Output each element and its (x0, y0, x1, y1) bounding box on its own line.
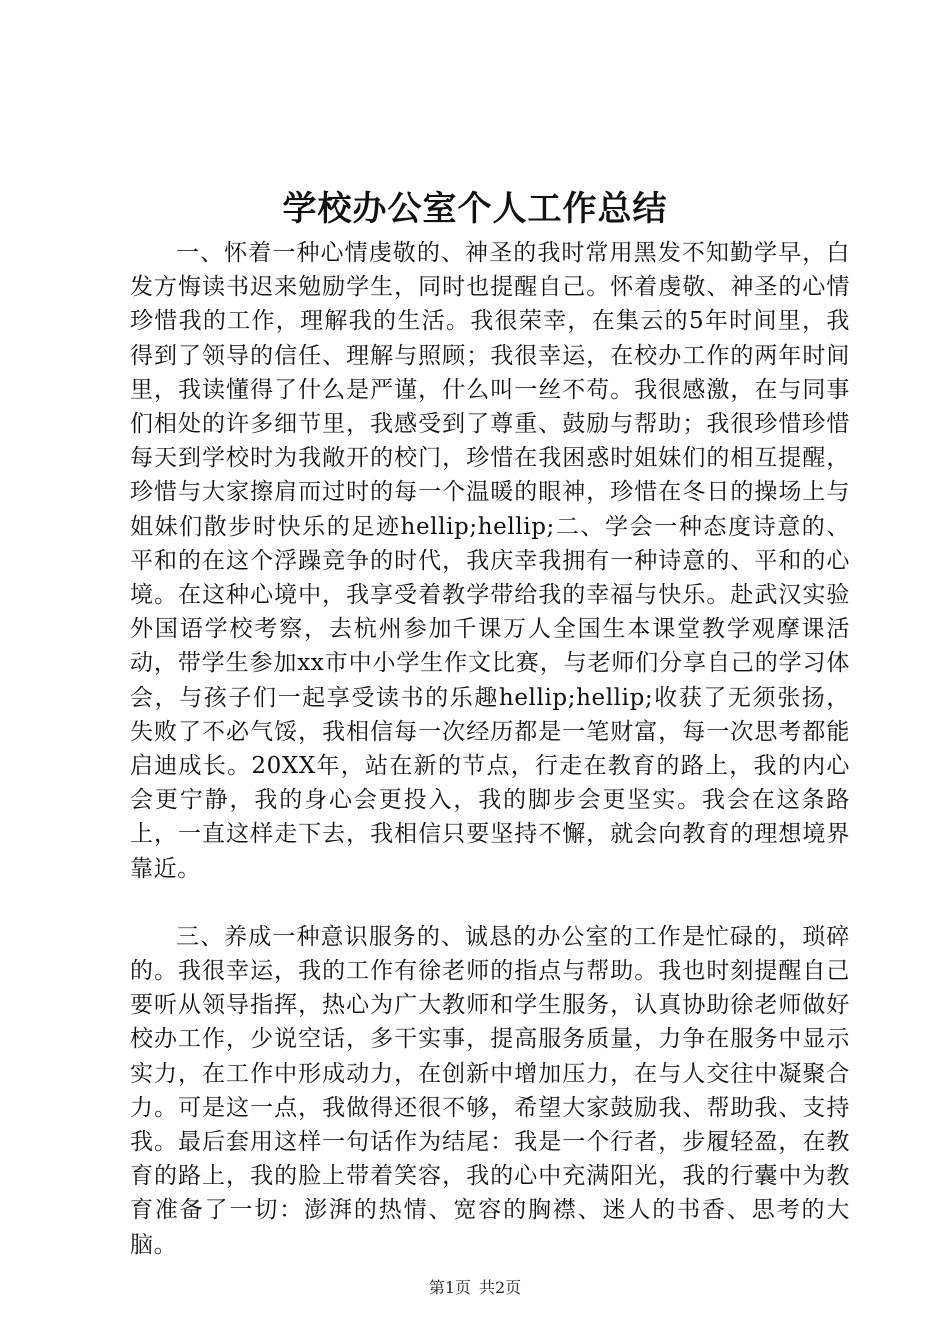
document-body (130, 236, 850, 1262)
paragraph-1: 一、怀着一种心情虔敬的、神圣的我时常用黑发不知勤学早，白发方悔读书迟来勉励学生，同时也提醒自己。怀着虔敬、神圣的心情珍惜我的工作，理解我的生活。我很荣幸，在集云的5年时间里，我得到了领导的信任、理解与照顾；我很幸运，在校办工作的两年时间里，我读懂得了什么是严谨，什么叫一丝不苟。我很感激，在与同事们相处的许多细节里，我感受到了尊重、鼓励与帮助；我很珍惜珍惜每天到学校时为我敞开的校门，珍惜在我困惑时姐妹们的相互提醒，珍惜与大家擦肩而过时的每一个温暖的眼神，珍惜在冬日的操场上与姐妹们散步时快乐的足迹hellip;hellip;二、学会一种态度诗意的、平和的在这个浮躁竞争的时代，我庆幸我拥有一种诗意的、平和的心境。在这种心境中，我享受着教学带给我的幸福与快乐。赴武汉实验外国语学校考察，去杭州参加千课万人全国生本课堂教学观摩课活动，带学生参加xx市中小学生作文比赛，与老师们分享自己的学习体会，与孩子们一起享受读书的乐趣hellip;hellip;收获了无须张扬，失败了不必气馁，我相信每一次经历都是一笔财富，每一次思考都能启迪成长。20XX年，站在新的节点，行走在教育的路上，我的内心会更宁静，我的身心会更投入，我的脚步会更坚实。我会在这条路上，一直这样走下去，我相信只要坚持不懈，就会向教育的理想境界靠近。 (130, 240, 850, 882)
page-number-current: 第1页 (428, 1278, 471, 1297)
page-footer (0, 1277, 950, 1299)
paragraph-2: 三、养成一种意识服务的、诚恳的办公室的工作是忙碌的，琐碎的。我很幸运，我的工作有徐老师的指点与帮助。我也时刻提醒自己要听从领导指挥，热心为广大教师和学生服务，认真协助徐老师做好校办工作，少说空话，多干实事，提高服务质量，力争在服务中显示实力，在工作中形成动力，在创新中增加压力，在与人交往中凝聚合力。可是这一点，我做得还很不够，希望大家鼓励我、帮助我、支持我。最后套用这样一句话作为结尾：我是一个行者，步履轻盈，在教育的路上，我的脸上带着笑容，我的心中充满阳光，我的行囊中为教育准备了一切：澎湃的热情、宽容的胸襟、迷人的书香、思考的大脑。 (130, 923, 850, 1258)
document-title: 学校办公室个人工作总结 (282, 189, 668, 229)
page-number-total: 共2页 (479, 1278, 522, 1297)
